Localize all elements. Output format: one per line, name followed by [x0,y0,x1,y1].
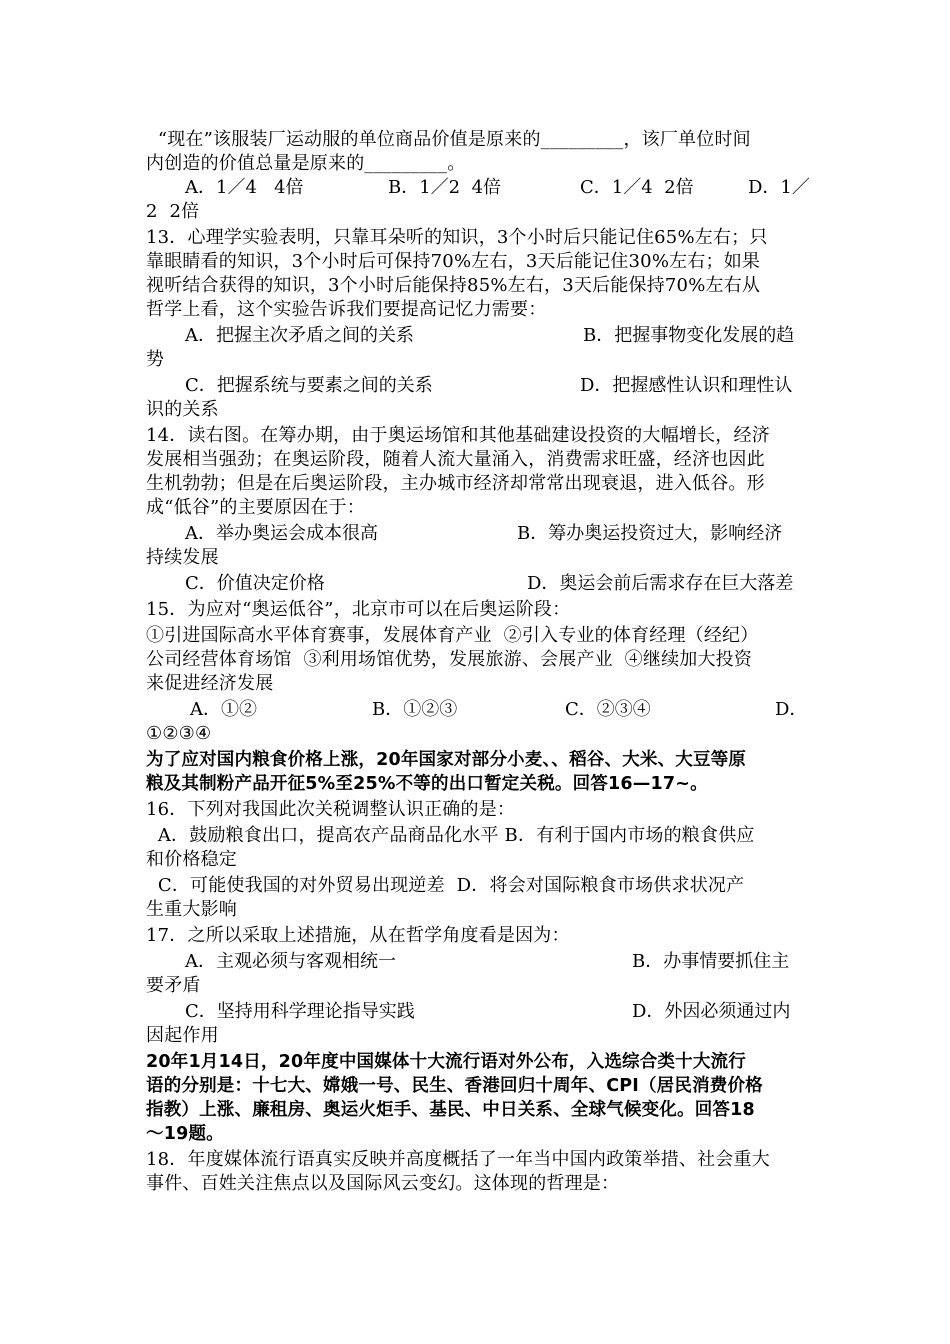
option-text: C．把握系统与要素之间的关系 [185,375,433,396]
option-text: D．把握感性认识和理性认 [580,375,793,396]
text-line: “现在”该服装厂运动服的单位商品价值是原来的_________，该厂单位时间 [146,129,751,150]
text-line: 生重大影响 [146,899,237,920]
bold-stem-line: 为了应对国内粮食价格上涨，20年国家对部分小麦、、稻谷、大米、大豆等原 [146,750,747,770]
text-line: 16．下列对我国此次关税调整认识正确的是： [146,799,516,820]
text-line: 要矛盾 [146,975,201,996]
option-text: C．1／4 2倍 [580,177,694,198]
text-line: ①引进国际高水平体育赛事，发展体育产业 ②引入专业的体育经理（经纪） [146,625,759,646]
text-line: 18．年度媒体流行语真实反映并高度概括了一年当中国内政策举措、社会重大 [146,1149,770,1170]
bold-stem-line: ～19题。 [146,1124,224,1144]
option-text: C．价值决定价格 [185,573,325,594]
bold-stem-line: 粮及其制粉产品开征5%至25%不等的出口暂定关税。回答16—17~。 [146,774,708,794]
option-text: B．1／2 4倍 [388,177,502,198]
text-line: 2 2倍 [146,201,200,222]
text-line: 哲学上看，这个实验告诉我们要提高记忆力需要： [146,299,547,320]
text-line: 持续发展 [146,547,219,568]
option-text: D．外因必须通过内 [632,1001,791,1022]
option-text: A．主观必须与客观相统一 [185,951,396,972]
text-line: 来促进经济发展 [146,673,274,694]
text-line: 13．心理学实验表明，只靠耳朵听的知识，3个小时后只能记住65%左右；只 [146,227,768,248]
bold-stem-line: 20年1月14日，20年度中国媒体十大流行语对外公布，入选综合类十大流行 [146,1052,746,1072]
text-line: A．鼓励粮食出口，提高农产品商品化水平 B．有利于国内市场的粮食供应 [146,825,755,846]
text-line: 识的关系 [146,399,219,420]
text-line: 17．之所以采取上述措施，从在哲学角度看是因为： [146,925,570,946]
option-text: C．坚持用科学理论指导实践 [185,1001,415,1022]
text-line: 事件、百姓关注焦点以及国际风云变幻。这体现的哲理是： [146,1173,620,1194]
text-line: 和价格稳定 [146,849,237,870]
text-line: 15．为应对“奥运低谷”，北京市可以在后奥运阶段： [146,599,571,620]
text-line: 因起作用 [146,1025,219,1046]
text-line: 势 [146,349,165,370]
text-line: 公司经营体育场馆 ③利用场馆优势，发展旅游、会展产业 ④继续加大投资 [146,649,753,670]
text-line: 成“低谷”的主要原因在于： [146,497,366,518]
option-text: A．举办奥运会成本很高 [185,523,378,544]
text-line: 内创造的价值总量是原来的_________。 [146,153,466,174]
text-line: 靠眼睛看的知识，3个小时后可保持70%左右，3天后能记住30%左右；如果 [146,251,761,272]
text-line: ①②③④ [146,723,212,744]
option-text: A．1／4 4倍 [185,177,304,198]
text-line: 发展相当强劲；在奥运阶段，随着人流大量涌入，消费需求旺盛，经济也因此 [146,449,765,470]
option-text: D．1／ [748,177,810,198]
text-line: 14．读右图。在筹办期，由于奥运场馆和其他基础建设投资的大幅增长，经济 [146,425,770,446]
text-line: 视听结合获得的知识，3个小时后能保持85%左右，3天后能保持70%左右从 [146,275,761,296]
text-line: C．可能使我国的对外贸易出现逆差 D．将会对国际粮食市场供求状况产 [146,875,745,896]
option-text: D． [775,699,808,720]
bold-stem-line: 语的分别是：十七大、嫦娥一号、民生、香港回归十周年、CPI（居民消费价格 [146,1076,763,1096]
option-text: B．筹办奥运投资过大，影响经济 [517,523,783,544]
option-text: B．①②③ [372,699,458,720]
option-text: A．①② [190,699,257,720]
option-text: D．奥运会前后需求存在巨大落差 [527,573,794,594]
text-line: 生机勃勃；但是在后奥运阶段，主办城市经济却常常出现衰退，进入低谷。形 [146,473,765,494]
option-text: B．办事情要抓住主 [632,951,790,972]
option-text: C．②③④ [565,699,651,720]
option-text: A．把握主次矛盾之间的关系 [185,325,414,346]
bold-stem-line: 指教）上涨、廉租房、奥运火炬手、基民、中日关系、全球气候变化。回答18 [146,1100,755,1120]
option-text: B．把握事物变化发展的趋 [583,325,795,346]
